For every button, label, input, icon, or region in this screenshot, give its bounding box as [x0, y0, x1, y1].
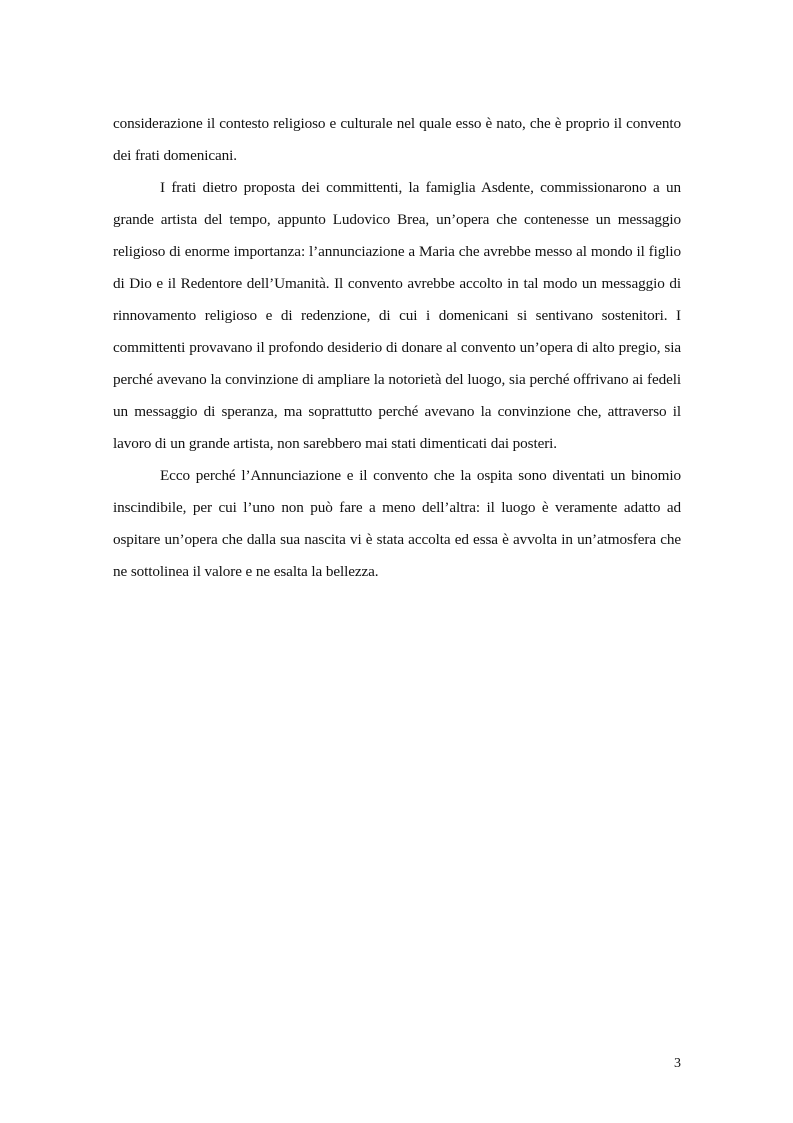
- paragraph-conclusion: Ecco perché l’Annunciazione e il convento che la ospita sono diventati un binomio inscindibile, per cui l’uno non può fare a meno dell’altra: il luogo è veramente adatto ad ospitare un’opera che dalla sua nascita vi è stata accolta ed essa è avvolta in un’atmosfera che ne sottolinea il valore e ne esalta la bellezza.: [113, 467, 681, 580]
- paragraph-commission: I frati dietro proposta dei committenti, la famiglia Asdente, commissionarono a un grande artista del tempo, appunto Ludovico Brea, un’opera che contenesse un messaggio religioso di enorme importanza: l’annunciazione a Maria che avrebbe messo al mondo il figlio di Dio e il Redentore dell’Umanità. Il convento avrebbe accolto in tal modo un messaggio di rinnovamento religioso e di redenzione, di cui i domenicani si sentivano sostenitori. I committenti provavano il profondo desiderio di donare al convento un’opera di alto pregio, sia perché avevano la convinzione di ampliare la notorietà del luogo, sia perché offrivano ai fedeli un messaggio di speranza, ma soprattutto perché avevano la convinzione che, attraverso il lavoro di un grande artista, non sarebbero mai stati dimenticati dai posteri.: [113, 179, 681, 452]
- paragraph-continuation: considerazione il contesto religioso e culturale nel quale esso è nato, che è proprio il convento dei frati domenicani.: [113, 115, 681, 164]
- page-number: 3: [674, 1056, 681, 1071]
- body-text: [113, 108, 681, 588]
